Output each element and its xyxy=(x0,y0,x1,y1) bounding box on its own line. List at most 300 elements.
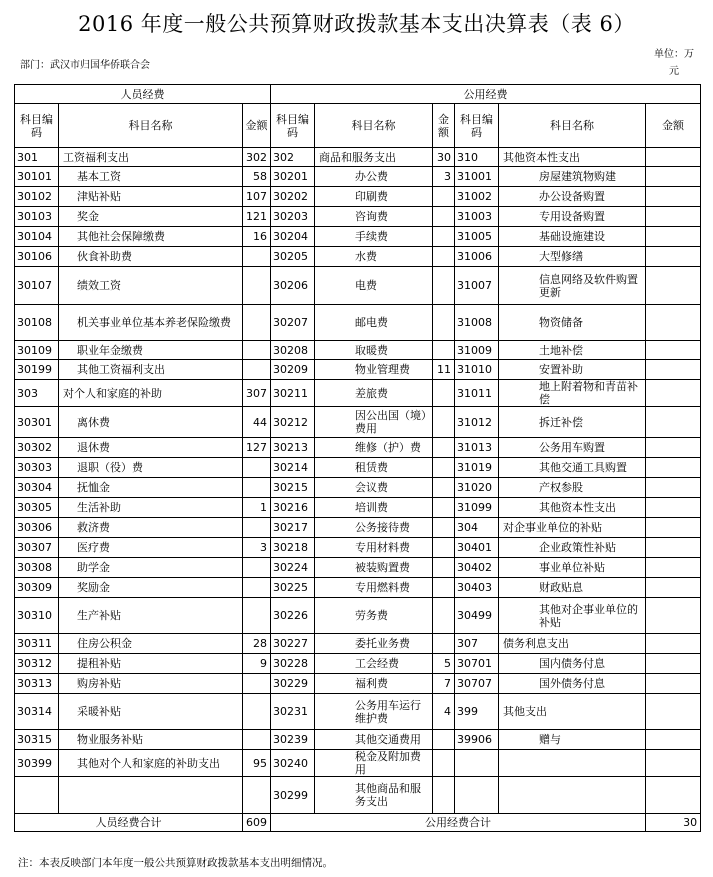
public-header: 公用经费 xyxy=(271,85,701,104)
capital-code-cell: 31003 xyxy=(455,207,499,227)
public-amount-cell xyxy=(433,634,455,654)
public-name-cell: 水费 xyxy=(315,247,433,267)
capital-code-cell: 30403 xyxy=(455,578,499,598)
public-code-cell: 30216 xyxy=(271,498,315,518)
capital-amount-cell xyxy=(646,498,701,518)
personnel-code-cell: 30109 xyxy=(15,341,59,360)
personnel-name-cell: 救济费 xyxy=(59,518,243,538)
table-row xyxy=(15,598,701,634)
capital-amount-cell xyxy=(646,478,701,498)
public-amount-cell xyxy=(433,305,455,341)
capital-name-cell: 对企事业单位的补贴 xyxy=(499,518,646,538)
personnel-name-cell: 抚恤金 xyxy=(59,478,243,498)
public-code-cell: 30228 xyxy=(271,654,315,674)
personnel-code-cell: 30301 xyxy=(15,407,59,438)
table-row xyxy=(15,305,701,341)
capital-code-cell: 31012 xyxy=(455,407,499,438)
public-name-cell: 商品和服务支出 xyxy=(315,148,433,167)
personnel-total-label: 人员经费合计 xyxy=(15,814,243,832)
public-name-cell: 因公出国（境）费用 xyxy=(315,407,433,438)
capital-code-cell xyxy=(455,777,499,814)
capital-code-cell: 30402 xyxy=(455,558,499,578)
public-name-cell: 其他商品和服务支出 xyxy=(315,777,433,814)
table-row xyxy=(15,227,701,247)
personnel-amount-cell xyxy=(243,674,271,694)
public-code-cell: 30211 xyxy=(271,380,315,407)
header-name: 科目名称 xyxy=(315,104,433,148)
capital-name-cell: 财政贴息 xyxy=(499,578,646,598)
public-code-cell: 30203 xyxy=(271,207,315,227)
public-code-cell: 30207 xyxy=(271,305,315,341)
capital-name-cell: 事业单位补贴 xyxy=(499,558,646,578)
personnel-amount-cell xyxy=(243,458,271,478)
public-code-cell: 30227 xyxy=(271,634,315,654)
personnel-name-cell: 奖励金 xyxy=(59,578,243,598)
capital-code-cell: 31019 xyxy=(455,458,499,478)
personnel-name-cell: 医疗费 xyxy=(59,538,243,558)
table-row xyxy=(15,247,701,267)
personnel-amount-cell xyxy=(243,267,271,305)
table-row xyxy=(15,407,701,438)
capital-amount-cell xyxy=(646,578,701,598)
header-amount: 金额 xyxy=(646,104,701,148)
capital-name-cell: 其他对企事业单位的补贴 xyxy=(499,598,646,634)
table-row xyxy=(15,438,701,458)
table-row xyxy=(15,634,701,654)
personnel-amount-cell xyxy=(243,694,271,730)
personnel-code-cell: 30101 xyxy=(15,167,59,187)
capital-code-cell: 30701 xyxy=(455,654,499,674)
personnel-code-cell: 30102 xyxy=(15,187,59,207)
personnel-amount-cell: 16 xyxy=(243,227,271,247)
capital-code-cell: 31013 xyxy=(455,438,499,458)
public-amount-cell: 30 xyxy=(433,148,455,167)
personnel-amount-cell xyxy=(243,341,271,360)
personnel-amount-cell: 9 xyxy=(243,654,271,674)
public-name-cell: 电费 xyxy=(315,267,433,305)
public-amount-cell xyxy=(433,247,455,267)
public-name-cell: 邮电费 xyxy=(315,305,433,341)
table-row xyxy=(15,518,701,538)
personnel-code-cell: 30106 xyxy=(15,247,59,267)
public-amount-cell xyxy=(433,598,455,634)
personnel-name-cell: 助学金 xyxy=(59,558,243,578)
public-name-cell: 办公费 xyxy=(315,167,433,187)
public-code-cell: 30240 xyxy=(271,750,315,777)
personnel-code-cell: 30310 xyxy=(15,598,59,634)
table-row xyxy=(15,578,701,598)
public-amount-cell xyxy=(433,498,455,518)
public-name-cell: 其他交通费用 xyxy=(315,730,433,750)
public-code-cell: 302 xyxy=(271,148,315,167)
table-row xyxy=(15,207,701,227)
capital-name-cell: 拆迁补偿 xyxy=(499,407,646,438)
personnel-code-cell: 301 xyxy=(15,148,59,167)
personnel-total-value: 609 xyxy=(243,814,271,832)
table-row xyxy=(15,341,701,360)
capital-code-cell: 310 xyxy=(455,148,499,167)
public-code-cell: 30226 xyxy=(271,598,315,634)
personnel-code-cell: 30313 xyxy=(15,674,59,694)
personnel-amount-cell: 302 xyxy=(243,148,271,167)
personnel-amount-cell: 95 xyxy=(243,750,271,777)
capital-amount-cell xyxy=(646,598,701,634)
personnel-code-cell: 30107 xyxy=(15,267,59,305)
public-code-cell: 30201 xyxy=(271,167,315,187)
public-name-cell: 印刷费 xyxy=(315,187,433,207)
personnel-code-cell: 30399 xyxy=(15,750,59,777)
table-row xyxy=(15,498,701,518)
public-code-cell: 30202 xyxy=(271,187,315,207)
public-amount-cell xyxy=(433,750,455,777)
public-name-cell: 劳务费 xyxy=(315,598,433,634)
department-label: 部门：武汉市归国华侨联合会 xyxy=(20,60,150,71)
table-row xyxy=(15,167,701,187)
personnel-code-cell: 30308 xyxy=(15,558,59,578)
table-row xyxy=(15,478,701,498)
public-amount-cell xyxy=(433,207,455,227)
personnel-code-cell: 30302 xyxy=(15,438,59,458)
personnel-header: 人员经费 xyxy=(15,85,271,104)
public-amount-cell: 3 xyxy=(433,167,455,187)
personnel-name-cell: 生活补助 xyxy=(59,498,243,518)
capital-amount-cell xyxy=(646,458,701,478)
personnel-code-cell: 30314 xyxy=(15,694,59,730)
personnel-code-cell xyxy=(15,777,59,814)
capital-amount-cell xyxy=(646,438,701,458)
personnel-name-cell: 绩效工资 xyxy=(59,267,243,305)
public-amount-cell xyxy=(433,458,455,478)
personnel-name-cell: 机关事业单位基本养老保险缴费 xyxy=(59,305,243,341)
table-row xyxy=(15,674,701,694)
public-code-cell: 30217 xyxy=(271,518,315,538)
header-amount: 金额 xyxy=(433,104,455,148)
personnel-name-cell xyxy=(59,777,243,814)
public-amount-cell xyxy=(433,187,455,207)
capital-code-cell: 31007 xyxy=(455,267,499,305)
public-code-cell: 30213 xyxy=(271,438,315,458)
table-row xyxy=(15,730,701,750)
personnel-name-cell: 购房补贴 xyxy=(59,674,243,694)
personnel-amount-cell: 127 xyxy=(243,438,271,458)
table-row xyxy=(15,694,701,730)
capital-amount-cell xyxy=(646,267,701,305)
capital-amount-cell xyxy=(646,694,701,730)
personnel-amount-cell: 307 xyxy=(243,380,271,407)
capital-name-cell: 办公设备购置 xyxy=(499,187,646,207)
capital-name-cell: 其他资本性支出 xyxy=(499,498,646,518)
table-row xyxy=(15,538,701,558)
table-row xyxy=(15,458,701,478)
capital-amount-cell xyxy=(646,148,701,167)
capital-name-cell: 基础设施建设 xyxy=(499,227,646,247)
expenditure-table xyxy=(14,84,701,832)
capital-code-cell: 304 xyxy=(455,518,499,538)
public-amount-cell xyxy=(433,538,455,558)
capital-amount-cell xyxy=(646,247,701,267)
public-amount-cell: 4 xyxy=(433,694,455,730)
personnel-name-cell: 津贴补贴 xyxy=(59,187,243,207)
public-amount-cell xyxy=(433,730,455,750)
personnel-code-cell: 30304 xyxy=(15,478,59,498)
personnel-code-cell: 30103 xyxy=(15,207,59,227)
public-amount-cell xyxy=(433,227,455,247)
personnel-amount-cell xyxy=(243,578,271,598)
table-row xyxy=(15,380,701,407)
footnote: 注：本表反映部门本年度一般公共预算财政拨款基本支出明细情况。 xyxy=(18,857,333,869)
public-name-cell: 专用材料费 xyxy=(315,538,433,558)
personnel-amount-cell: 3 xyxy=(243,538,271,558)
public-total-value: 30 xyxy=(646,814,701,832)
capital-amount-cell xyxy=(646,187,701,207)
public-code-cell: 30231 xyxy=(271,694,315,730)
public-amount-cell xyxy=(433,777,455,814)
capital-amount-cell xyxy=(646,407,701,438)
public-amount-cell xyxy=(433,578,455,598)
personnel-name-cell: 采暖补贴 xyxy=(59,694,243,730)
public-name-cell: 培训费 xyxy=(315,498,433,518)
capital-amount-cell xyxy=(646,730,701,750)
header-code: 科目编码 xyxy=(455,104,499,148)
capital-amount-cell xyxy=(646,538,701,558)
public-amount-cell xyxy=(433,478,455,498)
personnel-amount-cell xyxy=(243,777,271,814)
personnel-code-cell: 30312 xyxy=(15,654,59,674)
table-row xyxy=(15,267,701,305)
header-name: 科目名称 xyxy=(499,104,646,148)
capital-name-cell: 其他资本性支出 xyxy=(499,148,646,167)
capital-name-cell: 公务用车购置 xyxy=(499,438,646,458)
personnel-code-cell: 30315 xyxy=(15,730,59,750)
public-amount-cell: 7 xyxy=(433,674,455,694)
personnel-code-cell: 30306 xyxy=(15,518,59,538)
personnel-name-cell: 离休费 xyxy=(59,407,243,438)
personnel-name-cell: 生产补贴 xyxy=(59,598,243,634)
capital-name-cell: 国内债务付息 xyxy=(499,654,646,674)
personnel-name-cell: 住房公积金 xyxy=(59,634,243,654)
capital-code-cell: 30707 xyxy=(455,674,499,694)
capital-name-cell xyxy=(499,750,646,777)
personnel-name-cell: 对个人和家庭的补助 xyxy=(59,380,243,407)
public-code-cell: 30212 xyxy=(271,407,315,438)
capital-name-cell: 信息网络及软件购置更新 xyxy=(499,267,646,305)
capital-name-cell: 安置补助 xyxy=(499,360,646,380)
public-code-cell: 30215 xyxy=(271,478,315,498)
public-code-cell: 30218 xyxy=(271,538,315,558)
personnel-amount-cell xyxy=(243,247,271,267)
personnel-name-cell: 其他工资福利支出 xyxy=(59,360,243,380)
personnel-amount-cell: 58 xyxy=(243,167,271,187)
capital-amount-cell xyxy=(646,558,701,578)
public-amount-cell xyxy=(433,341,455,360)
capital-amount-cell xyxy=(646,207,701,227)
public-code-cell: 30214 xyxy=(271,458,315,478)
capital-amount-cell xyxy=(646,518,701,538)
capital-code-cell: 399 xyxy=(455,694,499,730)
table-row xyxy=(15,187,701,207)
table-row xyxy=(15,777,701,814)
personnel-name-cell: 提租补贴 xyxy=(59,654,243,674)
capital-name-cell: 产权参股 xyxy=(499,478,646,498)
capital-code-cell: 31099 xyxy=(455,498,499,518)
public-code-cell: 30205 xyxy=(271,247,315,267)
public-name-cell: 取暖费 xyxy=(315,341,433,360)
personnel-amount-cell: 107 xyxy=(243,187,271,207)
capital-code-cell: 31005 xyxy=(455,227,499,247)
personnel-name-cell: 基本工资 xyxy=(59,167,243,187)
public-amount-cell: 11 xyxy=(433,360,455,380)
capital-amount-cell xyxy=(646,360,701,380)
public-amount-cell xyxy=(433,558,455,578)
public-name-cell: 物业管理费 xyxy=(315,360,433,380)
public-name-cell: 工会经费 xyxy=(315,654,433,674)
capital-name-cell: 其他支出 xyxy=(499,694,646,730)
personnel-name-cell: 退休费 xyxy=(59,438,243,458)
public-amount-cell xyxy=(433,518,455,538)
capital-code-cell: 31008 xyxy=(455,305,499,341)
public-amount-cell xyxy=(433,438,455,458)
public-code-cell: 30239 xyxy=(271,730,315,750)
personnel-amount-cell: 121 xyxy=(243,207,271,227)
personnel-code-cell: 30199 xyxy=(15,360,59,380)
capital-amount-cell xyxy=(646,305,701,341)
capital-name-cell: 土地补偿 xyxy=(499,341,646,360)
capital-name-cell: 大型修缮 xyxy=(499,247,646,267)
capital-code-cell: 31010 xyxy=(455,360,499,380)
public-code-cell: 30209 xyxy=(271,360,315,380)
capital-code-cell: 31020 xyxy=(455,478,499,498)
personnel-amount-cell xyxy=(243,518,271,538)
capital-name-cell: 其他交通工具购置 xyxy=(499,458,646,478)
capital-code-cell: 39906 xyxy=(455,730,499,750)
capital-name-cell: 物资储备 xyxy=(499,305,646,341)
public-name-cell: 委托业务费 xyxy=(315,634,433,654)
public-amount-cell xyxy=(433,267,455,305)
capital-code-cell: 307 xyxy=(455,634,499,654)
public-code-cell: 30206 xyxy=(271,267,315,305)
capital-name-cell xyxy=(499,777,646,814)
capital-amount-cell xyxy=(646,380,701,407)
public-amount-cell xyxy=(433,407,455,438)
capital-amount-cell xyxy=(646,634,701,654)
capital-name-cell: 企业政策性补贴 xyxy=(499,538,646,558)
personnel-name-cell: 工资福利支出 xyxy=(59,148,243,167)
public-amount-cell: 5 xyxy=(433,654,455,674)
public-code-cell: 30208 xyxy=(271,341,315,360)
personnel-amount-cell: 1 xyxy=(243,498,271,518)
capital-name-cell: 债务利息支出 xyxy=(499,634,646,654)
capital-name-cell: 专用设备购置 xyxy=(499,207,646,227)
capital-name-cell: 赠与 xyxy=(499,730,646,750)
capital-amount-cell xyxy=(646,674,701,694)
page-title: 2016 年度一般公共预算财政拨款基本支出决算表（表 6） xyxy=(78,12,635,36)
personnel-amount-cell: 44 xyxy=(243,407,271,438)
public-name-cell: 差旅费 xyxy=(315,380,433,407)
personnel-name-cell: 职业年金缴费 xyxy=(59,341,243,360)
personnel-code-cell: 30108 xyxy=(15,305,59,341)
capital-amount-cell xyxy=(646,227,701,247)
personnel-amount-cell xyxy=(243,558,271,578)
personnel-name-cell: 奖金 xyxy=(59,207,243,227)
capital-amount-cell xyxy=(646,167,701,187)
capital-amount-cell xyxy=(646,654,701,674)
table-row xyxy=(15,750,701,777)
personnel-name-cell: 退职（役）费 xyxy=(59,458,243,478)
header-code: 科目编码 xyxy=(271,104,315,148)
public-code-cell: 30225 xyxy=(271,578,315,598)
public-name-cell: 维修（护）费 xyxy=(315,438,433,458)
public-name-cell: 专用燃料费 xyxy=(315,578,433,598)
public-name-cell: 公务用车运行维护费 xyxy=(315,694,433,730)
public-name-cell: 公务接待费 xyxy=(315,518,433,538)
public-code-cell: 30224 xyxy=(271,558,315,578)
table-row xyxy=(15,654,701,674)
public-code-cell: 30299 xyxy=(271,777,315,814)
table-row xyxy=(15,148,701,167)
capital-code-cell: 31006 xyxy=(455,247,499,267)
public-name-cell: 税金及附加费用 xyxy=(315,750,433,777)
personnel-code-cell: 30305 xyxy=(15,498,59,518)
capital-name-cell: 房屋建筑物购建 xyxy=(499,167,646,187)
capital-amount-cell xyxy=(646,777,701,814)
public-name-cell: 手续费 xyxy=(315,227,433,247)
capital-amount-cell xyxy=(646,750,701,777)
capital-code-cell: 31009 xyxy=(455,341,499,360)
header-amount: 金额 xyxy=(243,104,271,148)
personnel-name-cell: 其他社会保障缴费 xyxy=(59,227,243,247)
capital-code-cell: 31001 xyxy=(455,167,499,187)
personnel-code-cell: 303 xyxy=(15,380,59,407)
header-name: 科目名称 xyxy=(59,104,243,148)
personnel-amount-cell xyxy=(243,305,271,341)
public-name-cell: 租赁费 xyxy=(315,458,433,478)
personnel-code-cell: 30303 xyxy=(15,458,59,478)
table-row xyxy=(15,558,701,578)
personnel-amount-cell xyxy=(243,478,271,498)
public-name-cell: 福利费 xyxy=(315,674,433,694)
table-row xyxy=(15,360,701,380)
personnel-amount-cell xyxy=(243,598,271,634)
public-code-cell: 30204 xyxy=(271,227,315,247)
public-amount-cell xyxy=(433,380,455,407)
capital-code-cell: 30401 xyxy=(455,538,499,558)
personnel-amount-cell: 28 xyxy=(243,634,271,654)
capital-name-cell: 国外债务付息 xyxy=(499,674,646,694)
personnel-name-cell: 其他对个人和家庭的补助支出 xyxy=(59,750,243,777)
personnel-amount-cell xyxy=(243,730,271,750)
public-name-cell: 被装购置费 xyxy=(315,558,433,578)
public-name-cell: 咨询费 xyxy=(315,207,433,227)
personnel-code-cell: 30311 xyxy=(15,634,59,654)
capital-code-cell xyxy=(455,750,499,777)
capital-amount-cell xyxy=(646,341,701,360)
capital-code-cell: 31011 xyxy=(455,380,499,407)
personnel-code-cell: 30104 xyxy=(15,227,59,247)
unit-label: 单位：万元 xyxy=(654,49,694,77)
public-name-cell: 会议费 xyxy=(315,478,433,498)
public-total-label: 公用经费合计 xyxy=(271,814,646,832)
personnel-code-cell: 30309 xyxy=(15,578,59,598)
capital-code-cell: 31002 xyxy=(455,187,499,207)
personnel-name-cell: 物业服务补贴 xyxy=(59,730,243,750)
capital-name-cell: 地上附着物和青苗补偿 xyxy=(499,380,646,407)
public-code-cell: 30229 xyxy=(271,674,315,694)
personnel-code-cell: 30307 xyxy=(15,538,59,558)
capital-code-cell: 30499 xyxy=(455,598,499,634)
personnel-amount-cell xyxy=(243,360,271,380)
personnel-name-cell: 伙食补助费 xyxy=(59,247,243,267)
header-code: 科目编码 xyxy=(15,104,59,148)
